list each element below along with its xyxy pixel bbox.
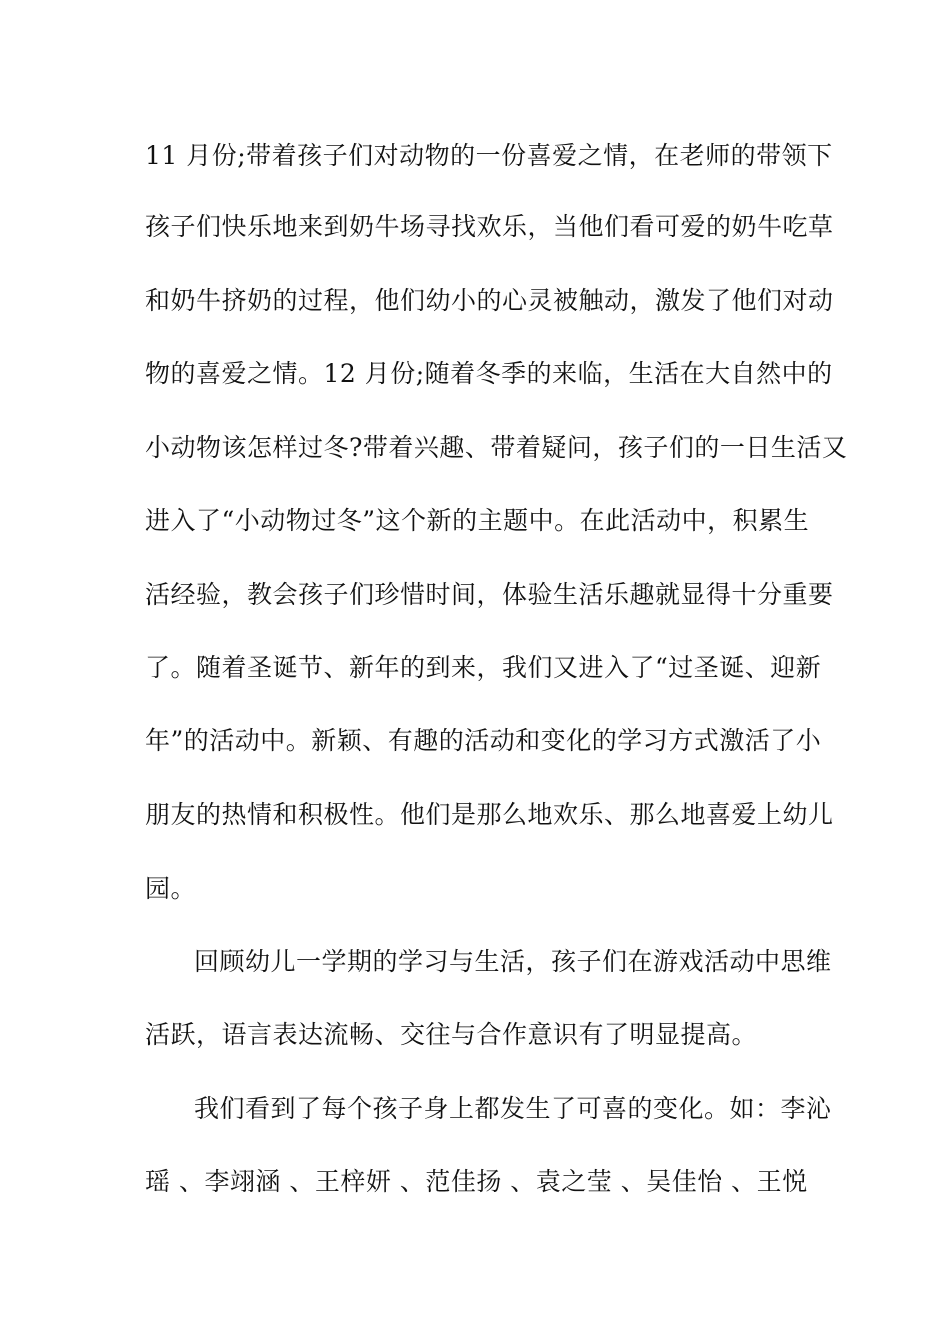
text-line: 进入了“小动物过冬”这个新的主题中。在此活动中，积累生 <box>145 506 810 535</box>
paragraph-first-line: 回顾幼儿一学期的学习与生活，孩子们在游戏活动中思维 <box>194 947 832 976</box>
text-line: 小动物该怎样过冬?带着兴趣、带着疑问，孩子们的一日生活又 <box>145 433 848 462</box>
text-line: 活跃，语言表达流畅、交往与合作意识有了明显提高。 <box>145 1020 758 1049</box>
text-line: 和奶牛挤奶的过程，他们幼小的心灵被触动，激发了他们对动 <box>145 286 834 315</box>
text-line: 年”的活动中。新颖、有趣的活动和变化的学习方式激活了小 <box>145 726 822 755</box>
text-line: 了。随着圣诞节、新年的到来，我们又进入了“过圣诞、迎新 <box>145 653 822 682</box>
text-line: 瑶 、李翊涵 、王梓妍 、范佳扬 、袁之莹 、吴佳怡 、王悦 <box>145 1167 808 1196</box>
text-line: 园。 <box>145 874 197 903</box>
text-line: 孩子们快乐地来到奶牛场寻找欢乐，当他们看可爱的奶牛吃草 <box>145 212 834 241</box>
text-line: 11 月份;带着孩子们对动物的一份喜爱之情，在老师的带领下 <box>145 141 833 170</box>
text-line: 朋友的热情和积极性。他们是那么地欢乐、那么地喜爱上幼儿 <box>145 800 834 829</box>
text-line: 物的喜爱之情。12 月份;随着冬季的来临，生活在大自然中的 <box>145 359 833 388</box>
text-line: 活经验，教会孩子们珍惜时间，体验生活乐趣就显得十分重要 <box>145 580 834 609</box>
paragraph-first-line: 我们看到了每个孩子身上都发生了可喜的变化。如：李沁 <box>194 1094 832 1123</box>
